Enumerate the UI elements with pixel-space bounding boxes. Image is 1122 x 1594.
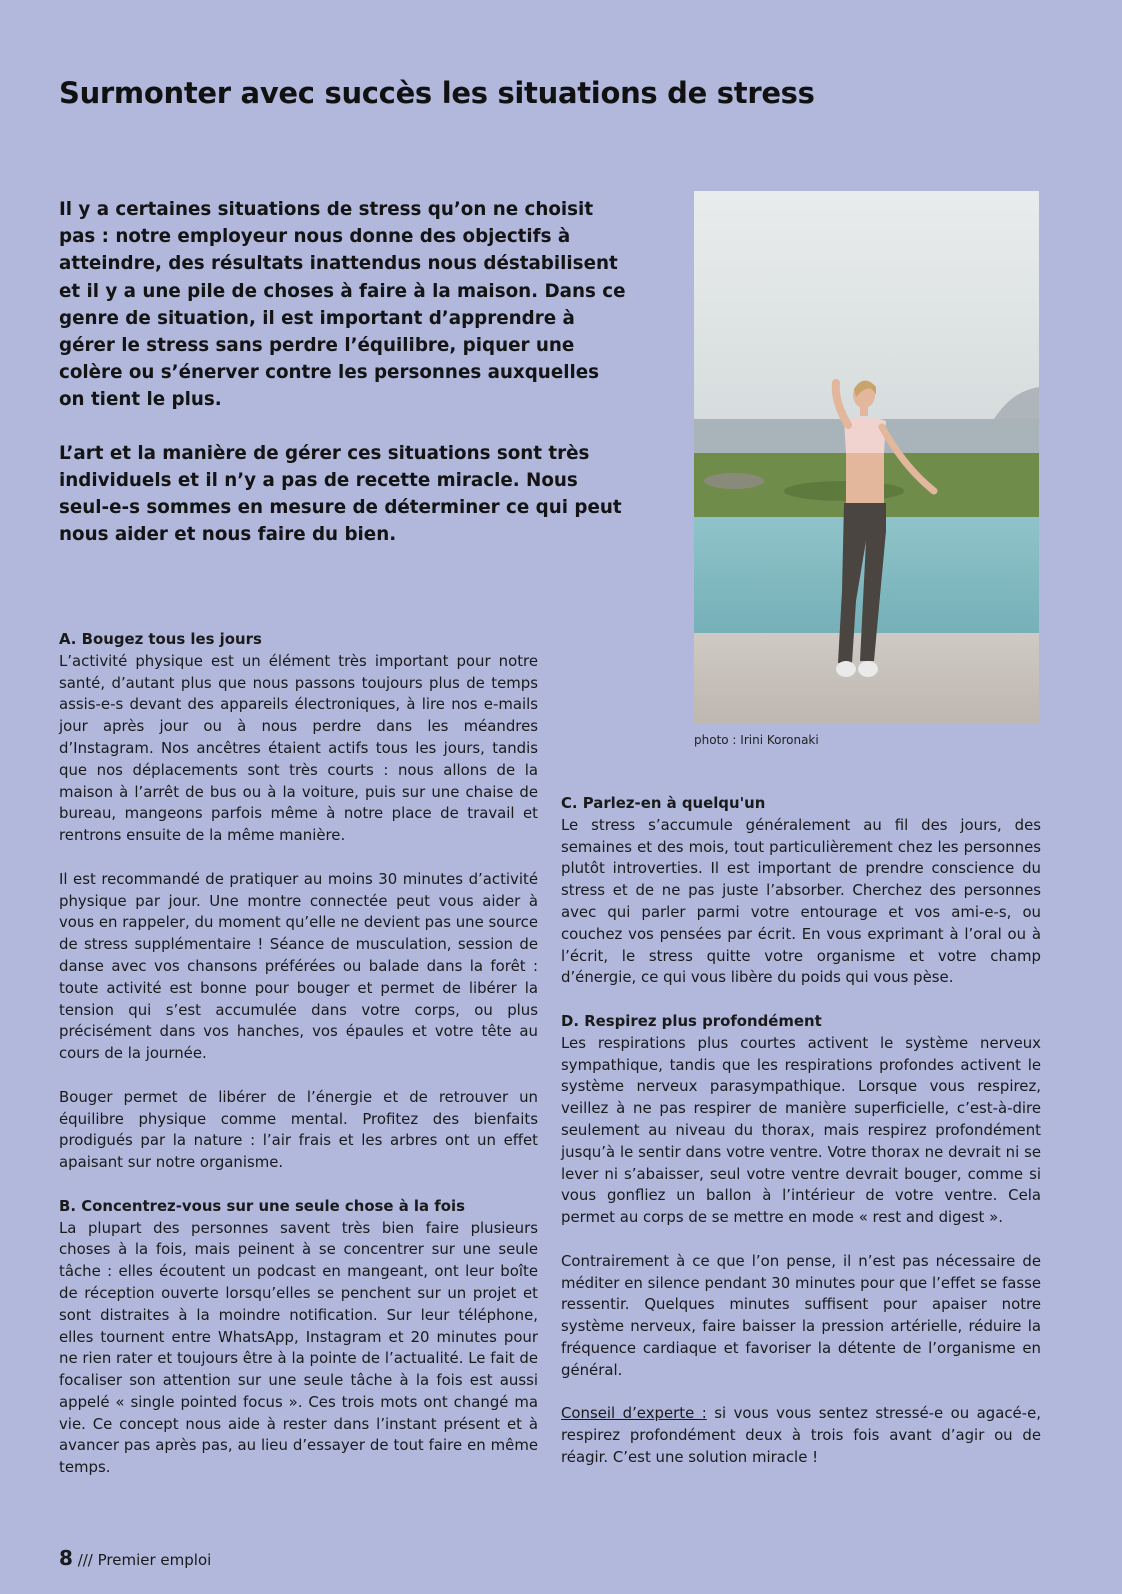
section-heading: C. Parlez-en à quelqu'un (561, 794, 766, 812)
expert-tip-text: si vous vous sentez stressé-e ou agacé-e, respirez profondément deux à trois fois avant d’agir ou de réagir. C’est une solution miracle ! (561, 1404, 1041, 1466)
intro (59, 196, 629, 574)
page-footer (59, 1546, 211, 1570)
section-paragraph: Le stress s’accumule généralement au fil des jours, des semaines et des mois, tout particulièrement chez les personnes plutôt introverties. Il est important de prendre conscience du stress et de ne pas juste l’absorber. Cherchez des personnes avec qui parler parmi votre entourage et vos ami-e-s, ou couchez vos pensées par écrit. En vous exprimant à l’oral ou à l’écrit, le stress quitte votre organisme et votre champ d’énergie, ce qui vous libère du poids qui vous pèse. (561, 815, 1041, 987)
section-paragraph: Les respirations plus courtes activent le système nerveux sympathique, tandis que les respirations profondes activent le système nerveux parasympathique. Lorsque vous respirez, veillez à ne pas respirer de manière superficielle, c’est-à-dire seulement au niveau du thorax, mais respirez profondément jusqu’à le sentir dans votre ventre. Votre thorax ne devrait ni se lever ni s’abaisser, seul votre ventre devrait bouger, comme si vous gonfliez un ballon à l’intérieur de votre ventre. Cela permet au corps de se mettre en mode « rest and digest ». (561, 1033, 1041, 1227)
page-title: Surmonter avec succès les situations de stress (59, 76, 815, 110)
publication-name: Premier emploi (97, 1551, 212, 1569)
section-heading: A. Bougez tous les jours (59, 630, 262, 648)
left-column (59, 629, 538, 1501)
photo-illustration (694, 191, 1039, 723)
intro-paragraph: Il y a certaines situations de stress qu’on ne choisit pas : notre employeur nous donne des objectifs à atteindre, des résultats inattendus nous déstabilisent et il y a une pile de choses à faire à la maison. Dans ce genre de situation, il est important d’apprendre à gérer le stress sans perdre l’équilibre, piquer une colère ou s’énerver contre les personnes auxquelles on tient le plus. (59, 199, 626, 411)
section-d (561, 1011, 1041, 1469)
expert-tip (561, 1403, 1041, 1468)
section-paragraph: L’activité physique est un élément très important pour notre santé, d’autant plus que nous passons toujours plus de temps assis-e-s devant des appareils électroniques, à lire nos e-mails jour après jour ou à nous perdre dans les méandres d’Instagram. Nos ancêtres étaient actifs tous les jours, tandis que nos déplacements sont très courts : nous allons de la maison à l’arrêt de bus ou à la voiture, puis sur une chaise de bureau, mangeons parfois même à notre place de travail et rentrons ensuite de la même manière. (59, 651, 538, 845)
intro-paragraph: L’art et la manière de gérer ces situations sont très individuels et il n’y a pas de recette miracle. Nous seul-e-s sommes en mesure de déterminer ce qui peut nous aider et nous faire du bien. (59, 442, 622, 546)
footer-separator: /// (72, 1551, 98, 1569)
expert-tip-label: Conseil d’experte : (561, 1404, 707, 1423)
section-paragraph: Bouger permet de libérer de l’énergie et de retrouver un équilibre physique comme mental. Profitez des bienfaits prodigués par la nature : l’air frais et les arbres ont un effet apaisant sur notre organisme. (59, 1087, 538, 1172)
page-number: 8 (59, 1546, 73, 1570)
photo-caption: photo : Irini Koronaki (694, 733, 819, 747)
section-b (59, 1196, 538, 1479)
section-c (561, 793, 1041, 989)
right-column (561, 793, 1041, 1491)
photo-woman-dancing (694, 191, 1039, 723)
section-heading: D. Respirez plus profondément (561, 1011, 822, 1030)
section-paragraph: Contrairement à ce que l’on pense, il n’est pas nécessaire de méditer en silence pendant 30 minutes pour que l’effet se fasse ressentir. Quelques minutes suffisent pour apaiser notre système nerveux, faire baisser la pression artérielle, réduire la fréquence cardiaque et favoriser la détente de l’organisme en général. (561, 1251, 1041, 1379)
section-a (59, 629, 538, 1174)
section-paragraph: La plupart des personnes savent très bien faire plusieurs choses à la fois, mais peinent à se concentrer sur une seule tâche : elles écoutent un podcast en mangeant, ont leur boîte de réception ouverte lorsqu’elles se penchent sur un projet et sont distraites à la moindre notification. Sur leur téléphone, elles tournent entre WhatsApp, Instagram et 20 minutes pour ne rien rater et toujours être à la pointe de l’actualité. Le fait de focaliser son attention sur une seule tâche à la fois est aussi appelé « single pointed focus ». Ces trois mots ont changé ma vie. Ce concept nous aide à rester dans l’instant présent et à avancer pas après pas, au lieu d’essayer de tout faire en même temps. (59, 1218, 538, 1477)
section-heading: B. Concentrez-vous sur une seule chose à la fois (59, 1196, 465, 1215)
section-paragraph: Il est recommandé de pratiquer au moins 30 minutes d’activité physique par jour. Une montre connectée peut vous aider à vous en rappeler, du moment qu’elle ne devient pas une source de stress supplémentaire ! Séance de musculation, session de danse avec vos chansons préférées ou balade dans la forêt : toute activité est bonne pour bouger et permet de libérer la tension qui s’est accumulée dans votre corps, ou plus précisément dans vos hanches, vos épaules et votre tête au cours de la journée. (59, 869, 538, 1063)
